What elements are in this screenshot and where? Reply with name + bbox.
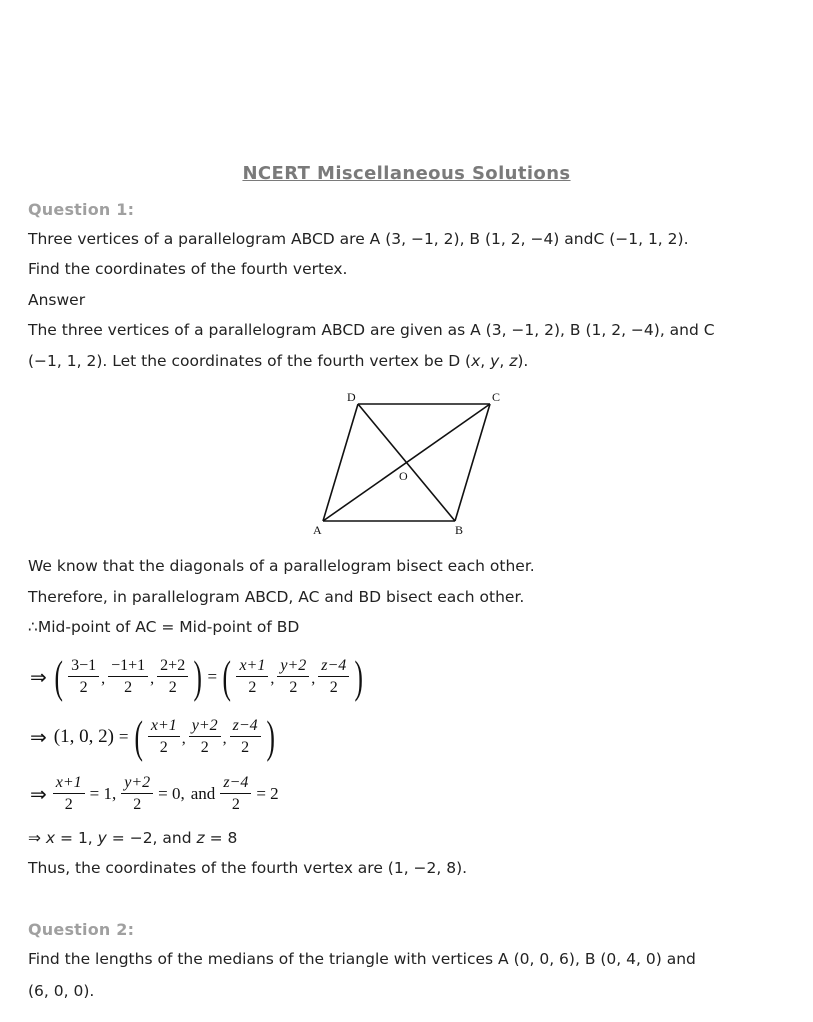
page-title: NCERT Miscellaneous Solutions [242,163,571,184]
answer-text-line-2-post: ). [517,352,529,370]
midpoint-tuple: (1, 0, 2) [53,726,114,747]
math-equation-2: ⇒ (1, 0, 2) = ( $\frac{x+1}{2}$ , $\frac{y+2}{2}$ , $\frac{z-4}{2}$ ) [30,711,275,762]
label-o: O [399,469,408,483]
paren-open: ( [54,651,63,702]
result-line: ⇒ x = 1, y = −2, and z = 8 [28,829,238,847]
label-d: D [347,390,356,404]
paren-close: ) [193,651,203,702]
result-3: = 2 [256,784,279,803]
answer-text-line-1: The three vertices of a parallelogram ABCD are given as A (3, −1, 2), B (1, 2, −4), and C [28,321,715,339]
fraction: $\frac{y+2}{2}$ [277,657,309,697]
equals-sign: = [207,667,218,686]
implies-arrow: ⇒ [30,665,47,689]
paren-close: ) [354,651,364,702]
answer-text-line-2 [28,351,528,371]
paren-open: ( [222,651,232,702]
answer-label: Answer [28,291,86,309]
text-ac-bd-bisect: Therefore, in parallelogram ABCD, AC and BD bisect each other. [28,588,525,606]
and-word: and [190,784,216,803]
sep-1: , [480,352,491,370]
fraction: $\frac{x+1}{2}$ [236,657,268,697]
label-c: C [492,390,501,404]
math-equation-3 [30,768,282,820]
var-x: x [471,352,481,370]
fraction: $\frac{z-4}{2}$ [230,717,261,757]
side-cb [455,404,490,521]
var-y: y [490,352,500,370]
fraction: $\frac{2+2}{2}$ [157,657,188,697]
paren-open: ( [133,711,143,762]
implies-arrow: ⇒ [30,782,47,806]
fraction: $\frac{x+1}{2}$ [148,717,180,757]
question-1-text-line-1: Three vertices of a parallelogram ABCD are A (3, −1, 2), B (1, 2, −4) andC (−1, 1, 2). [28,230,689,248]
fraction: $\frac{z-4}{2}$ [318,657,349,697]
sep-2: , [499,352,510,370]
label-b: B [455,523,464,537]
fraction: $\frac{z-4}{2}$ [220,774,251,814]
fraction: $\frac{-1+1}{2}$ [108,657,148,697]
question-2-text-line-2: (6, 0, 0). [28,982,95,1000]
text-diagonals-bisect: We know that the diagonals of a parallelogram bisect each other. [28,557,535,575]
var-z: z [509,352,518,370]
diagonal-bd [358,404,455,521]
side-ad [323,404,358,521]
paren-close: ) [266,711,275,762]
label-a: A [313,523,322,537]
result-1: = 1, [89,784,117,803]
result-2: = 0, [158,784,185,803]
fraction: $\frac{x+1}{2}$ [53,774,85,814]
question-1-heading: Question 1: [28,200,135,219]
text-midpoint-equation: ∴Mid-point of AC = Mid-point of BD [28,618,300,636]
fraction: $\frac{y+2}{2}$ [121,774,153,814]
question-2-heading: Question 2: [28,920,135,939]
question-1-text-line-2: Find the coordinates of the fourth vertex. [28,260,348,278]
implies-arrow: ⇒ [30,725,47,749]
fraction: $\frac{3-1}{2}$ [68,657,99,697]
question-2-text-line-1: Find the lengths of the medians of the triangle with vertices A (0, 0, 6), B (0, 4, 0) and [28,950,696,968]
conclusion-line: Thus, the coordinates of the fourth vertex are (1, −2, 8). [28,859,468,877]
math-equation-1: ⇒ ( $\frac{3-1}{2}$ , $\frac{-1+1}{2}$ , $\frac{2+2}{2}$ ) = ( $\frac{x+1}{2}$ , $\frac{y+2}{2}$ , $\frac{z-4}{2}$ ) [30,651,364,702]
parallelogram-diagram [310,386,510,542]
equals-sign: = [118,727,129,746]
fraction: $\frac{y+2}{2}$ [189,717,221,757]
answer-text-line-2-pre: (−1, 1, 2). Let the coordinates of the fourth vertex be D ( [28,352,472,370]
